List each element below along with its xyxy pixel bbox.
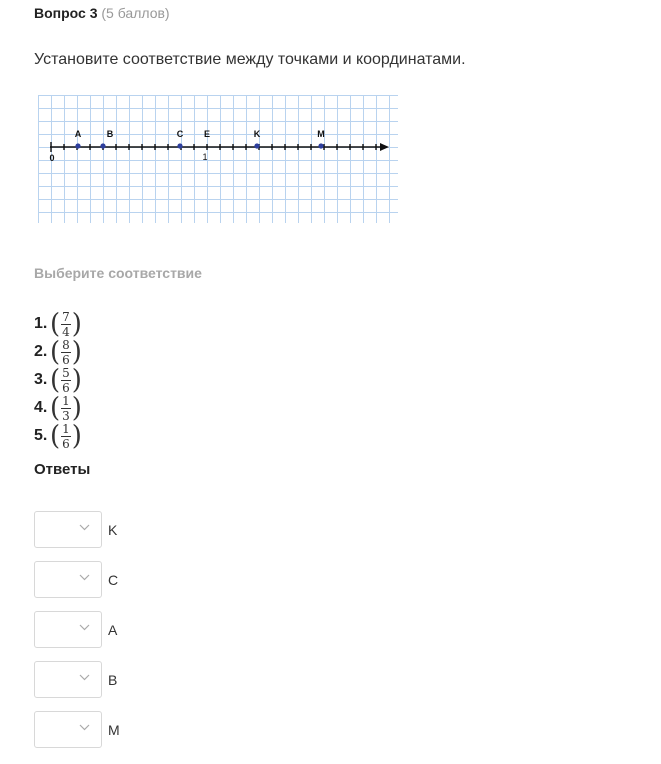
answer-label: K bbox=[108, 521, 118, 538]
number-line-figure bbox=[38, 95, 398, 223]
point-label-c: C bbox=[176, 129, 184, 139]
answer-select[interactable] bbox=[34, 611, 102, 648]
question-points: (5 баллов) bbox=[101, 5, 170, 21]
fraction: $\frac{8}{6}$ bbox=[62, 337, 70, 367]
fraction: $\frac{5}{6}$ bbox=[62, 365, 70, 395]
point-label-a: A bbox=[74, 129, 82, 139]
item-number: 3. bbox=[34, 371, 48, 388]
list-item: 5. ( $\frac{1}{6}$ ) bbox=[34, 420, 82, 452]
question-title: Вопрос 3 bbox=[34, 5, 98, 21]
question-header bbox=[34, 5, 170, 21]
list-item: 4. ( $\frac{1}{3}$ ) bbox=[34, 392, 82, 424]
answers-title: Ответы bbox=[34, 461, 91, 478]
item-number: 2. bbox=[34, 343, 48, 360]
item-number: 5. bbox=[34, 427, 48, 444]
point-m-dot bbox=[318, 143, 323, 148]
fraction: $\frac{1}{6}$ bbox=[62, 421, 70, 451]
list-item: 1. ( $\frac{7}{4}$ ) bbox=[34, 308, 82, 340]
list-item: 2. ( $\frac{8}{6}$ ) bbox=[34, 336, 82, 368]
answer-row bbox=[34, 511, 117, 548]
axis-arrow bbox=[380, 143, 389, 151]
answer-label: B bbox=[108, 671, 118, 688]
point-k-dot bbox=[254, 143, 259, 148]
list-item: 3. ( $\frac{5}{6}$ ) bbox=[34, 364, 82, 396]
point-c-dot bbox=[177, 143, 182, 148]
axis-line bbox=[50, 142, 384, 152]
question-text: Установите соответствие между точками и координатами. bbox=[34, 51, 466, 68]
grid bbox=[38, 95, 398, 223]
item-number: 4. bbox=[34, 399, 48, 416]
answer-row bbox=[34, 611, 117, 648]
point-a-dot bbox=[75, 143, 80, 148]
point-label-e: E bbox=[203, 129, 211, 139]
answer-select[interactable] bbox=[34, 711, 102, 748]
label-zero: 0 bbox=[49, 153, 55, 163]
chevron-down-icon bbox=[79, 524, 90, 531]
answer-select[interactable] bbox=[34, 511, 102, 548]
point-label-k: K bbox=[253, 129, 261, 139]
answer-row bbox=[34, 561, 118, 598]
chevron-down-icon bbox=[79, 624, 90, 631]
label-one: 1 bbox=[202, 152, 208, 162]
answer-label: M bbox=[108, 721, 120, 738]
chevron-down-icon bbox=[79, 574, 90, 581]
item-number: 1. bbox=[34, 315, 48, 332]
coordinate-list bbox=[34, 310, 82, 450]
answer-label: A bbox=[108, 621, 118, 638]
fraction: $\frac{1}{3}$ bbox=[62, 393, 70, 423]
answer-label: C bbox=[108, 571, 119, 588]
fraction: $\frac{7}{4}$ bbox=[62, 309, 70, 339]
answer-select[interactable] bbox=[34, 661, 102, 698]
point-label-b: B bbox=[106, 129, 114, 139]
answer-select[interactable] bbox=[34, 561, 102, 598]
instruction: Выберите соответствие bbox=[34, 265, 202, 281]
chevron-down-icon bbox=[79, 724, 90, 731]
answer-row bbox=[34, 711, 120, 748]
point-b-dot bbox=[100, 143, 105, 148]
chevron-down-icon bbox=[79, 674, 90, 681]
answer-row bbox=[34, 661, 117, 698]
point-label-m: M bbox=[317, 129, 325, 139]
